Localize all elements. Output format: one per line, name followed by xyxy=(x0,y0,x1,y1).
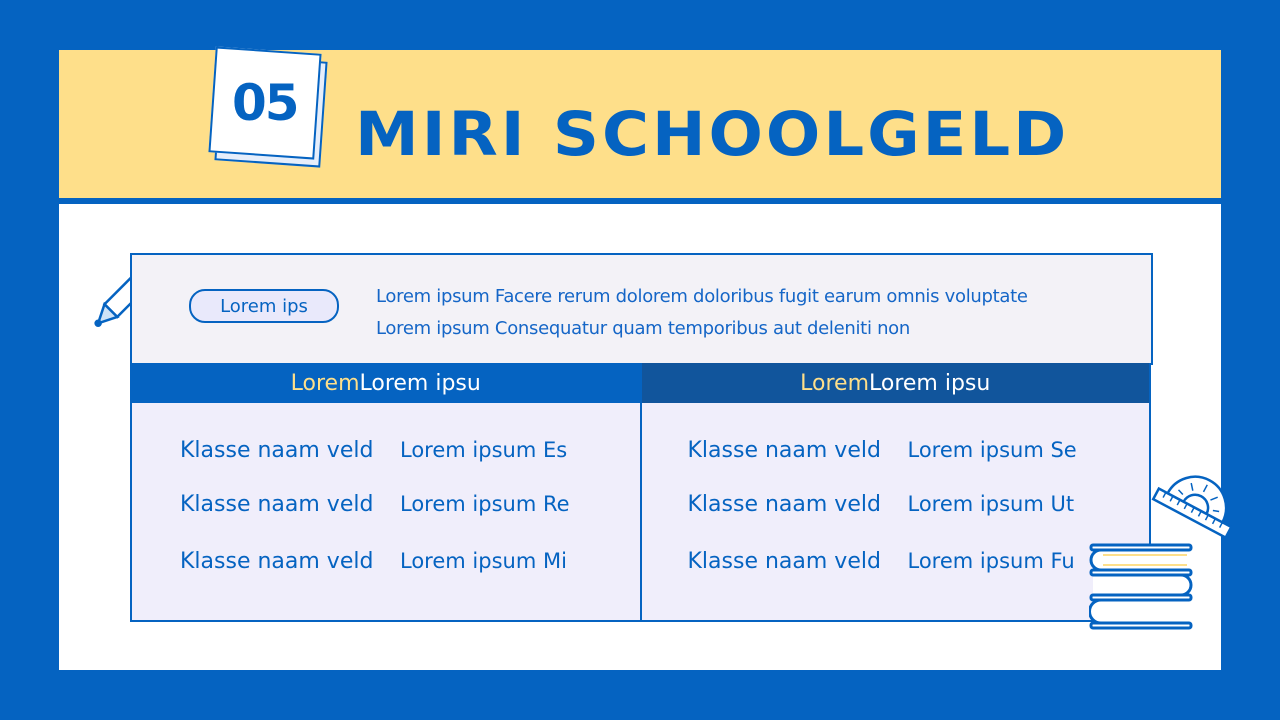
row-label: Klasse naam veld xyxy=(180,549,374,574)
column-header-accent: Lorem xyxy=(800,370,869,396)
info-panel xyxy=(130,253,1153,365)
row-value: Lorem ipsum Mi xyxy=(400,549,567,573)
row-value: Lorem ipsum Re xyxy=(400,492,570,516)
info-pill-label: Lorem ips xyxy=(189,289,339,323)
row-value: Lorem ipsum Es xyxy=(400,438,568,462)
info-line-1: Lorem ipsum Facere rerum dolorem doloribus fugit earum omnis voluptate xyxy=(376,286,1028,307)
books-icon xyxy=(1089,543,1193,633)
column-header-2 xyxy=(642,363,1150,403)
column-header-text: Lorem ipsu xyxy=(359,370,481,396)
protractor-icon xyxy=(1151,468,1241,544)
table-row xyxy=(180,492,570,517)
row-value: Lorem ipsum Fu xyxy=(907,549,1075,573)
number-badge xyxy=(208,46,321,159)
column-header-accent: Lorem xyxy=(290,370,360,396)
info-text xyxy=(376,281,1028,345)
table-column-2 xyxy=(640,363,1150,620)
row-label: Klasse naam veld xyxy=(180,438,374,463)
column-header-1 xyxy=(132,363,640,403)
table-column-1 xyxy=(132,363,640,620)
table-row xyxy=(688,492,1075,517)
slide xyxy=(59,50,1221,670)
row-label: Klasse naam veld xyxy=(687,492,881,517)
info-line-2: Lorem ipsum Consequatur quam temporibus aut deleniti non xyxy=(376,318,910,339)
row-label: Klasse naam veld xyxy=(687,438,881,463)
table-row xyxy=(688,438,1077,463)
table-row xyxy=(180,549,567,574)
row-label: Klasse naam veld xyxy=(687,549,881,574)
column-header-text: Lorem ipsu xyxy=(869,370,991,396)
row-value: Lorem ipsum Ut xyxy=(907,492,1075,516)
header-banner xyxy=(59,50,1221,204)
table-row xyxy=(688,549,1075,574)
table-row xyxy=(180,438,567,463)
row-label: Klasse naam veld xyxy=(180,492,374,517)
page-title: MIRI SCHOOLGELD xyxy=(355,99,1070,171)
section-number: 05 xyxy=(232,74,298,132)
row-value: Lorem ipsum Se xyxy=(907,438,1077,462)
fee-table xyxy=(130,363,1151,622)
